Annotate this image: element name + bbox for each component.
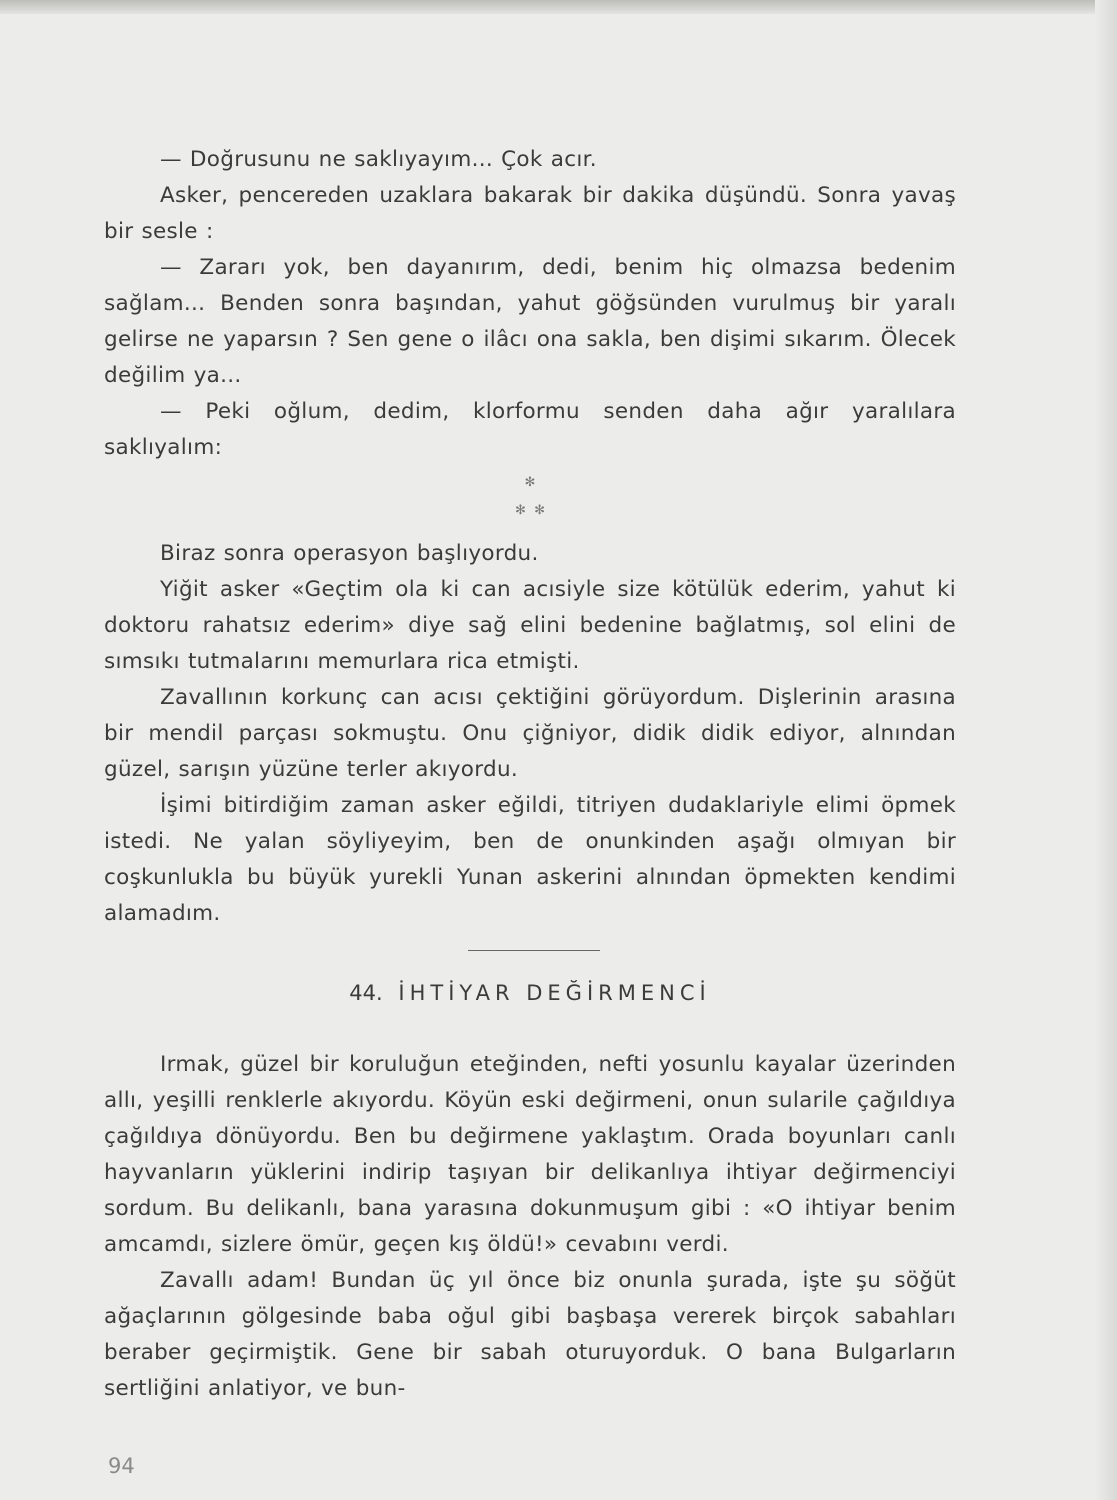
paragraph: Zavallı adam! Bundan üç yıl önce biz onunla şurada, işte şu söğüt ağaçlarının gölgesinde baba oğul gibi başbaşa vererek birçok sabahları beraber geçirmiştik. Gene bir sabah oturuyorduk. O bana Bulgarların sertliğini anlatiyor, ve bun- [104,1268,956,1401]
chapter-divider-rule [468,950,600,951]
section-separator-stars: ✻ ✻ ✻ [514,475,546,518]
chapter-number: 44. [349,981,383,1005]
page-number: 94 [108,1454,135,1478]
paragraph: Zavallının korkunç can acısı çektiğini görüyordum. Dişlerinin arasına bir mendil parçası sokmuştu. Onu çiğniyor, didik didik ediyor, alnından güzel, sarışın yüzüne terler akıyordu. [104,685,956,782]
paragraph: — Zararı yok, ben dayanırım, dedi, benim hiç olmazsa bedenim sağlam... Benden sonra başından, yahut göğsünden vurulmuş bir yaralı gelirse ne yaparsın ? Sen gene o ilâcı ona sakla, ben dişimi sıkarım. Ölecek değilim ya... [104,255,956,388]
chapter-title: İHTİYAR DEĞİRMENCİ [398,981,711,1005]
paragraph: — Doğrusunu ne saklıyayım... Çok acır. [160,147,597,172]
chapter-heading [104,975,956,1011]
paragraph: — Peki oğlum, dedim, klorformu senden daha ağır yaralılara saklıyalım: [104,399,956,460]
book-page [104,142,956,1407]
page-top-edge [0,0,1117,14]
page-right-edge [1095,0,1117,1500]
paragraph: Asker, pencereden uzaklara bakarak bir dakika düşündü. Sonra yavaş bir sesle : [104,183,956,244]
paragraph: İşimi bitirdiğim zaman asker eğildi, titriyen dudaklariyle elimi öpmek istedi. Ne yalan söyliyeyim, ben de onunkinden aşağı olmıyan bir coşkunlukla bu büyük yurekli Yunan askerini alnından öpmekten kendimi alamadım. [104,793,956,926]
paragraph: Yiğit asker «Geçtim ola ki can acısiyle size kötülük ederim, yahut ki doktoru rahatsız ederim» diye sağ elini bedenine bağlatmış, sol elini de sımsıkı tutmalarını memurlara rica etmişti. [104,577,956,674]
paragraph: Biraz sonra operasyon başlıyordu. [160,541,539,566]
paragraph: Irmak, güzel bir koruluğun eteğinden, nefti yosunlu kayalar üzerinden allı, yeşilli renklerle akıyordu. Köyün eski değirmeni, onun sularile çağıldıya çağıldıya dönüyordu. Ben bu değirmene yaklaştım. Orada boyunları canlı hayvanların yüklerini indirip taşıyan bir delikanlıya ihtiyar değirmenciyi sordum. Bu delikanlı, bana yarasına dokunmuşum gibi : «O ihtiyar benim amcamdı, sizlere ömür, geçen kış öldü!» cevabını verdi. [104,1052,956,1257]
